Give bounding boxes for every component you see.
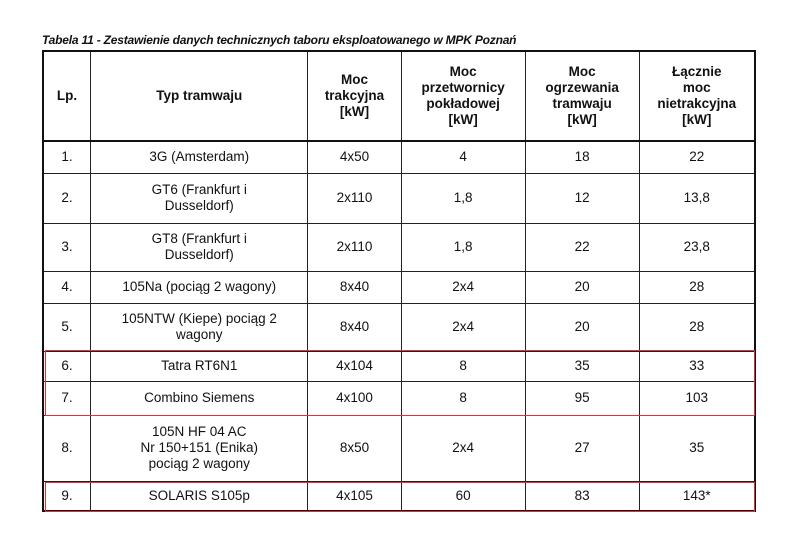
cell-typ	[91, 303, 308, 351]
cell-lp: 4.	[43, 271, 91, 303]
header-przetwornicy	[401, 51, 525, 141]
cell-typ	[91, 173, 308, 223]
typ-line: GT6 (Frankfurt i	[151, 182, 247, 197]
typ-line: wagony	[175, 327, 223, 342]
header-ogrzewania	[525, 51, 639, 141]
cell-trakcyjna: 2x110	[308, 223, 401, 271]
cell-lacznie: 103	[639, 381, 755, 415]
typ-line: pociąg 2 wagony	[148, 456, 250, 471]
typ-line: Tatra RT6N1	[161, 358, 238, 373]
cell-lacznie: 28	[639, 271, 755, 303]
typ-line: Nr 150+151 (Enika)	[140, 440, 258, 455]
highlight-box-row-9	[45, 482, 755, 512]
typ-line: 105N HF 04 AC	[151, 424, 247, 439]
cell-przetwornicy: 1,8	[401, 223, 525, 271]
cell-przetwornicy: 60	[401, 481, 525, 511]
cell-trakcyjna: 4x105	[308, 481, 401, 511]
cell-ogrzewania: 20	[525, 303, 639, 351]
tram-data-table	[42, 50, 756, 512]
cell-przetwornicy: 8	[401, 351, 525, 381]
cell-lp: 2.	[43, 173, 91, 223]
cell-przetwornicy: 2x4	[401, 271, 525, 303]
cell-lp: 6.	[43, 351, 91, 381]
header-lp: Lp.	[43, 51, 91, 141]
header-line: Łącznie	[672, 64, 722, 79]
cell-lp: 3.	[43, 223, 91, 271]
cell-przetwornicy: 2x4	[401, 303, 525, 351]
table-row	[43, 141, 755, 173]
cell-ogrzewania: 18	[525, 141, 639, 173]
header-line: Moc	[449, 64, 477, 79]
header-line: przetwornicy	[421, 80, 505, 95]
header-line: pokładowej	[426, 96, 500, 111]
cell-trakcyjna: 4x50	[308, 141, 401, 173]
cell-typ	[91, 271, 308, 303]
header-line: tramwaju	[552, 96, 612, 111]
cell-przetwornicy: 4	[401, 141, 525, 173]
table-caption: Tabela 11 - Zestawienie danych technicznych taboru eksploatowanego w MPK Poznań	[42, 33, 517, 47]
cell-lacznie: 13,8	[639, 173, 755, 223]
cell-ogrzewania: 35	[525, 351, 639, 381]
header-line: [kW]	[448, 112, 478, 127]
header-line: moc	[682, 80, 711, 95]
cell-lacznie: 35	[639, 415, 755, 481]
header-lacznie	[639, 51, 755, 141]
cell-trakcyjna: 8x50	[308, 415, 401, 481]
header-line: [kW]	[567, 112, 597, 127]
cell-przetwornicy: 8	[401, 381, 525, 415]
cell-lp: 1.	[43, 141, 91, 173]
highlight-box-rows-6-7	[45, 350, 755, 416]
cell-ogrzewania: 83	[525, 481, 639, 511]
cell-typ	[91, 223, 308, 271]
typ-line: GT8 (Frankfurt i	[151, 231, 247, 246]
cell-ogrzewania: 20	[525, 271, 639, 303]
table-row	[43, 415, 755, 481]
cell-lacznie: 33	[639, 351, 755, 381]
header-line: Moc	[568, 64, 596, 79]
typ-line: Combino Siemens	[144, 390, 255, 405]
cell-ogrzewania: 22	[525, 223, 639, 271]
cell-trakcyjna: 4x100	[308, 381, 401, 415]
header-typ: Typ tramwaju	[91, 51, 308, 141]
header-line: trakcyjna	[324, 88, 385, 103]
typ-line: Dusseldorf)	[164, 198, 234, 213]
cell-lacznie: 28	[639, 303, 755, 351]
cell-lp: 9.	[43, 481, 91, 511]
cell-typ	[91, 141, 308, 173]
cell-ogrzewania: 27	[525, 415, 639, 481]
cell-lacznie: 143*	[639, 481, 755, 511]
header-trakcyjna	[308, 51, 401, 141]
typ-line: SOLARIS S105p	[148, 487, 250, 503]
cell-ogrzewania: 95	[525, 381, 639, 415]
typ-line: Dusseldorf)	[164, 247, 234, 262]
table-row	[43, 303, 755, 351]
cell-lp: 8.	[43, 415, 91, 481]
typ-line: 105NTW (Kiepe) pociąg 2	[121, 311, 277, 326]
cell-lp: 5.	[43, 303, 91, 351]
header-line: Moc	[340, 72, 368, 87]
header-line: [kW]	[339, 104, 370, 119]
typ-line: 105Na (pociąg 2 wagony)	[122, 279, 277, 294]
cell-lacznie: 23,8	[639, 223, 755, 271]
cell-ogrzewania: 12	[525, 173, 639, 223]
cell-przetwornicy: 2x4	[401, 415, 525, 481]
cell-przetwornicy: 1,8	[401, 173, 525, 223]
header-line: [kW]	[682, 112, 712, 127]
header-line: ogrzewania	[545, 80, 619, 95]
cell-lp: 7.	[43, 381, 91, 415]
table-row	[43, 173, 755, 223]
table-row	[43, 223, 755, 271]
cell-trakcyjna: 4x104	[308, 351, 401, 381]
cell-lacznie: 22	[639, 141, 755, 173]
table-row	[43, 271, 755, 303]
cell-trakcyjna: 8x40	[308, 303, 401, 351]
header-line: nietrakcyjna	[657, 96, 737, 111]
typ-line: 3G (Amsterdam)	[149, 149, 250, 165]
cell-trakcyjna: 2x110	[308, 173, 401, 223]
header-row	[43, 51, 755, 141]
cell-typ	[91, 415, 308, 481]
cell-trakcyjna: 8x40	[308, 271, 401, 303]
